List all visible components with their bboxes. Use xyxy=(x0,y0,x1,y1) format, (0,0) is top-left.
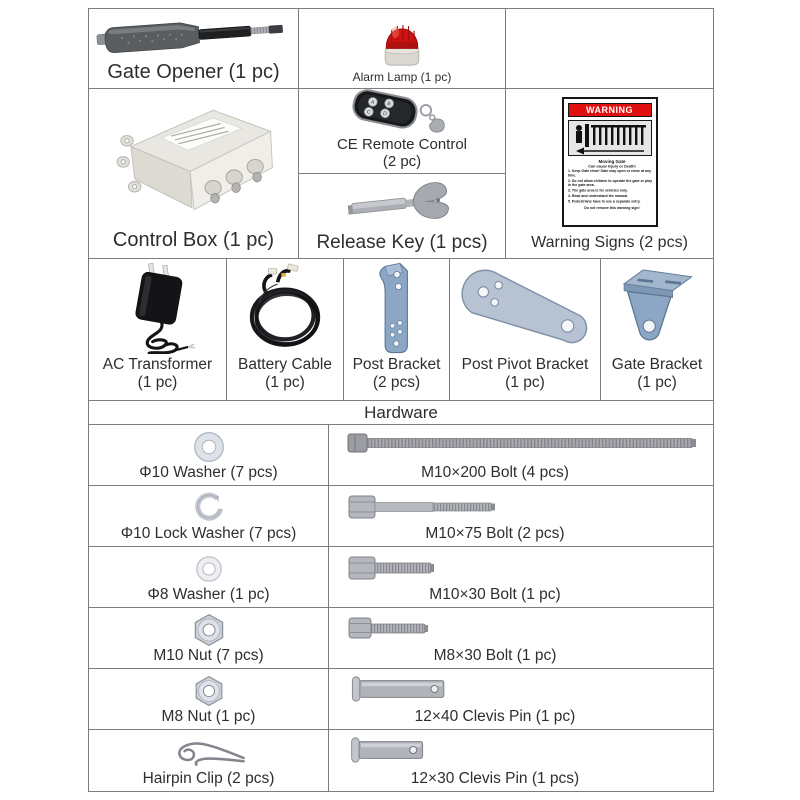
post-bracket-image xyxy=(367,262,427,354)
ce-remote-label-line1: CE Remote Control xyxy=(336,135,468,153)
warning-sign-text xyxy=(568,159,656,210)
clevis-pin-12x30-image xyxy=(347,736,431,764)
cell-clevis-pin-12x30 xyxy=(329,730,713,791)
bolt-m10x30-label: M10×30 Bolt (1 pc) xyxy=(429,586,561,604)
cell-control-box xyxy=(89,89,299,259)
cell-bolt-m8x30 xyxy=(329,608,713,669)
battery-cable-label-line2: (1 pc) xyxy=(265,374,305,392)
warning-sign-item: 4. Read and understand the manual. xyxy=(567,194,628,198)
release-key-image xyxy=(342,177,462,229)
alarm-lamp-label: Alarm Lamp (1 pc) xyxy=(352,70,452,85)
lock-washer-10-image xyxy=(189,491,229,525)
hw-row-2 xyxy=(89,486,713,547)
gate-bracket-label-line1: Gate Bracket xyxy=(611,356,703,374)
ac-transformer-label xyxy=(103,356,212,392)
cell-release-key xyxy=(299,174,505,259)
cell-ce-remote xyxy=(299,89,505,174)
ac-transformer-label-line2: (1 pc) xyxy=(137,374,178,392)
nut-m8-image xyxy=(192,675,226,707)
alarm-lamp-image xyxy=(369,13,435,67)
ce-remote-label-line2: (2 pc) xyxy=(382,152,422,170)
cell-post-bracket xyxy=(344,259,450,401)
warning-signs-label: Warning Signs (2 pcs) xyxy=(531,233,688,251)
battery-cable-label xyxy=(238,356,332,392)
hw-row-4 xyxy=(89,608,713,669)
gate-opener-image xyxy=(95,12,293,58)
cell-empty xyxy=(506,9,713,89)
lock-washer-10-label: Φ10 Lock Washer (7 pcs) xyxy=(120,525,297,543)
clevis-pin-12x40-label: 12×40 Clevis Pin (1 pc) xyxy=(414,708,576,726)
ac-transformer-label-line1: AC Transformer xyxy=(102,356,213,374)
warning-sign-item: 1. Keep Gate clear! Gate may open or close at any time. xyxy=(567,169,651,178)
cell-battery-cable xyxy=(227,259,344,401)
gate-pictogram xyxy=(568,120,652,156)
warning-sign-image xyxy=(562,97,658,227)
release-key-label: Release Key (1 pcs) xyxy=(316,232,488,254)
gate-opener-label: Gate Opener (1 pc) xyxy=(107,61,280,83)
warning-sign-item: 3. The gate area is for vehicles only. xyxy=(567,189,628,193)
bolt-m10x75-image xyxy=(347,492,497,522)
bolt-m10x200-label: M10×200 Bolt (4 pcs) xyxy=(421,464,569,482)
cell-warning-signs xyxy=(506,89,713,259)
washer-10-label: Φ10 Washer (7 pcs) xyxy=(139,464,278,482)
bolt-m8x30-image xyxy=(347,614,431,642)
cell-ac-transformer xyxy=(89,259,227,401)
battery-cable-label-line1: Battery Cable xyxy=(238,356,332,374)
cell-clevis-pin-12x40 xyxy=(329,669,713,730)
cell-gate-opener xyxy=(89,9,299,89)
remote-button-a: A xyxy=(370,99,375,107)
warning-sign-item: 5. Pedestrians have to use a separate entry. xyxy=(567,199,640,204)
washer-8-image xyxy=(193,554,225,584)
remote-control-image xyxy=(337,89,467,135)
bolt-m8x30-label: M8×30 Bolt (1 pc) xyxy=(433,647,557,665)
row-3 xyxy=(89,259,713,401)
bolt-m10x30-image xyxy=(347,553,437,583)
cell-gate-bracket xyxy=(601,259,713,401)
remote-button-d: D xyxy=(382,111,388,118)
clevis-pin-12x30-label: 12×30 Clevis Pin (1 pcs) xyxy=(410,770,580,788)
post-pivot-bracket-image xyxy=(454,267,596,349)
parts-table xyxy=(88,8,714,792)
cell-washer-8 xyxy=(89,547,329,608)
row-hardware-header xyxy=(89,401,713,425)
battery-cable-image xyxy=(235,262,335,354)
warning-sign-illustration xyxy=(568,120,652,156)
hw-row-3 xyxy=(89,547,713,608)
row-2 xyxy=(89,89,713,259)
bolt-m10x75-label: M10×75 Bolt (2 pcs) xyxy=(425,525,565,543)
washer-8-label: Φ8 Washer (1 pc) xyxy=(147,586,270,604)
bolt-m10x200-image xyxy=(347,431,697,455)
remote-button-c: C xyxy=(366,109,372,117)
hairpin-clip-label: Hairpin Clip (2 pcs) xyxy=(142,770,275,788)
cell-nut-m10 xyxy=(89,608,329,669)
cell-washer-10 xyxy=(89,425,329,486)
post-bracket-label xyxy=(353,356,441,392)
post-bracket-label-line1: Post Bracket xyxy=(352,356,441,374)
col-remote-key xyxy=(299,89,506,259)
post-pivot-bracket-label xyxy=(462,356,589,392)
warning-sign-subtitle: Can cause Injury or Death! xyxy=(587,164,636,169)
warning-sign-item: 2. Do not allow children to operate the gate or play in the gate area. xyxy=(567,179,652,188)
post-pivot-bracket-label-line2: (1 pc) xyxy=(505,374,545,392)
cell-post-pivot-bracket xyxy=(450,259,601,401)
control-box-image xyxy=(102,93,286,225)
cell-bolt-m10x75 xyxy=(329,486,713,547)
cell-lock-washer-10 xyxy=(89,486,329,547)
washer-10-image xyxy=(190,430,228,464)
ac-transformer-image xyxy=(102,262,214,354)
clevis-pin-12x40-image xyxy=(347,675,453,703)
nut-m10-label: M10 Nut (7 pcs) xyxy=(153,647,264,665)
nut-m10-image xyxy=(190,613,228,647)
gate-bracket-image xyxy=(611,263,703,353)
cell-hairpin-clip xyxy=(89,730,329,791)
row-1 xyxy=(89,9,713,89)
hw-row-1 xyxy=(89,425,713,486)
cell-hardware-header xyxy=(89,401,713,425)
control-box-label: Control Box (1 pc) xyxy=(112,229,275,251)
warning-sign-header: WARNING xyxy=(568,103,652,117)
cell-alarm-lamp xyxy=(299,9,506,89)
hardware-header: Hardware xyxy=(364,402,438,422)
warning-sign-footer: Do not remove this warning sign! xyxy=(583,206,640,211)
remote-button-b: B xyxy=(386,101,392,108)
hairpin-clip-image xyxy=(165,736,253,768)
post-bracket-label-line2: (2 pcs) xyxy=(372,374,421,392)
hw-row-5 xyxy=(89,669,713,730)
hw-row-6 xyxy=(89,730,713,791)
post-pivot-bracket-label-line1: Post Pivot Bracket xyxy=(461,356,589,374)
nut-m8-label: M8 Nut (1 pc) xyxy=(161,708,256,726)
gate-bracket-label-line2: (1 pc) xyxy=(637,374,677,392)
cell-nut-m8 xyxy=(89,669,329,730)
cell-bolt-m10x30 xyxy=(329,547,713,608)
warning-sign-title: Moving Gate xyxy=(597,159,625,164)
gate-bracket-label xyxy=(612,356,702,392)
cell-bolt-m10x200 xyxy=(329,425,713,486)
